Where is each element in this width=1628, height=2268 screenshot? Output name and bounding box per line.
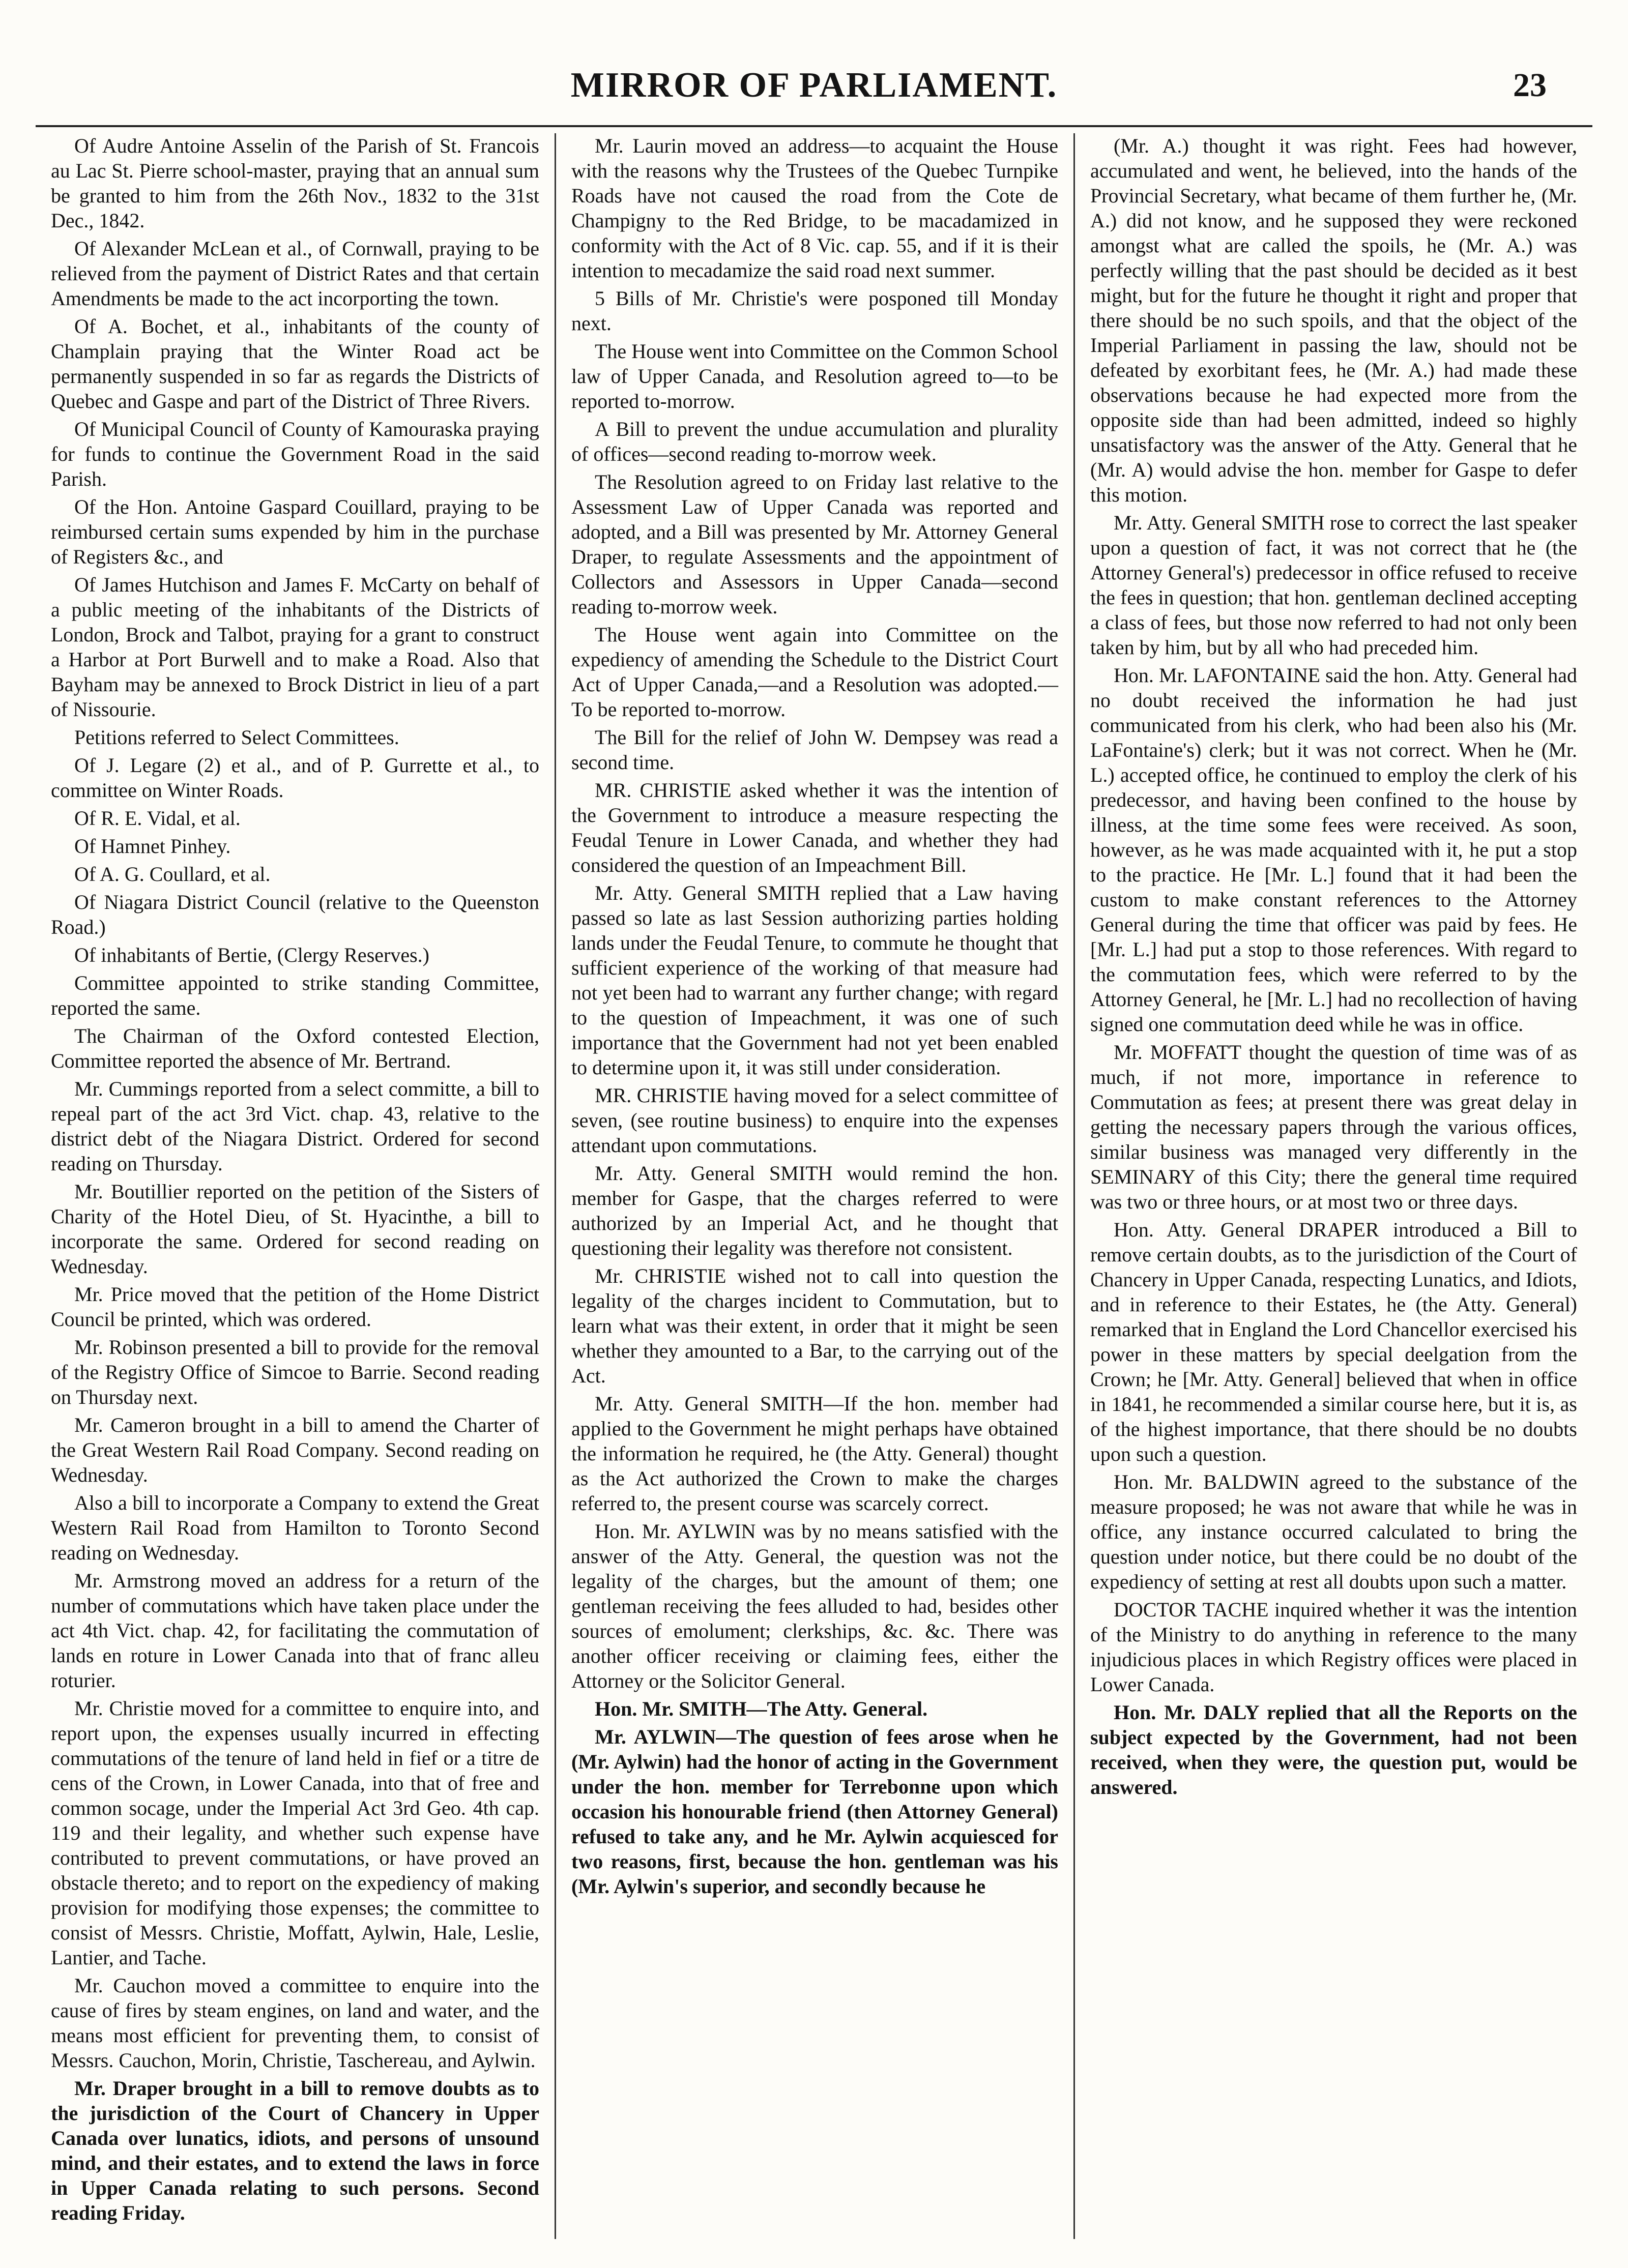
paragraph: Committee appointed to strike standing Committee, reported the same. [51, 971, 539, 1019]
paragraph: Of inhabitants of Bertie, (Clergy Reserves.) [74, 944, 429, 966]
paragraph: Of R. E. Vidal, et al. [74, 807, 241, 830]
paragraph: Of Municipal Council of County of Kamouraska praying for funds to continue the Government Road in the said Parish. [51, 418, 539, 490]
paragraph: MR. CHRISTIE asked whether it was the intention of the Government to introduce a measure respecting the Feudal Tenure in Lower Canada, and whether they had considered the question of an Impeachment Bill. [571, 779, 1058, 876]
paragraph: Hon. Mr. DALY replied that all the Reports on the subject expected by the Government, had not been received, when they were, the question put, would be answered. [1090, 1701, 1577, 1799]
paragraph: Mr. MOFFATT thought the question of time was of as much, if not more, importance in reference to Commutation as fees; at present there was great delay in getting the necessary papers through the various offices, similar business was managed very differently in the SEMINARY of this City; there the general time required was two or three hours, or at most two or three days. [1090, 1041, 1577, 1213]
paragraph: The House went into Committee on the Common School law of Upper Canada, and Resolution agreed to—to be reported to-morrow. [571, 340, 1059, 413]
paragraph: Of Niagara District Council (relative to the Queenston Road.) [51, 891, 539, 938]
paragraph: The Bill for the relief of John W. Dempsey was read a second time. [571, 726, 1058, 774]
column-left [36, 133, 555, 2239]
paragraph: The Chairman of the Oxford contested Election, Committee reported the absence of Mr. Bertrand. [51, 1024, 539, 1072]
paragraph: Also a bill to incorporate a Company to extend the Great Western Rail Road from Hamilton to Toronto Second reading on Wednesday. [51, 1491, 539, 1564]
paragraph: MR. CHRISTIE having moved for a select committee of seven, (see routine business) to enquire into the expenses attendant upon commutations. [571, 1084, 1058, 1157]
text-columns [36, 133, 1592, 2239]
paragraph: Of J. Legare (2) et al., and of P. Gurrette et al., to committee on Winter Roads. [51, 754, 539, 802]
paragraph: Of Alexander McLean et al., of Cornwall, praying to be relieved from the payment of District Rates and that certain Amendments be made to the act incorporting the town. [51, 237, 539, 310]
paragraph: Mr. Cummings reported from a select committe, a bill to repeal part of the act 3rd Vict. chap. 43, relative to the district debt of the Niagara District. Ordered for second reading on Thursday. [51, 1077, 539, 1175]
paragraph: Mr. Christie moved for a committee to enquire into, and report upon, the expenses usually incurred in effecting commutations of the tenure of land held in fief or a titre de cens of the Crown, in Lower Canada, into that of free and common socage, under the Imperial Act 3rd Geo. 4th cap. 119 and their legality, and whether such expense have contributed to prevent commutations, or have proved an obstacle thereto; and to report on the expediency of making provision for modifying those expenses; the committee to consist of Messrs. Christie, Moffatt, Aylwin, Hale, Leslie, Lantier, and Tache. [51, 1697, 539, 1969]
paragraph: A Bill to prevent the undue accumulation and plurality of offices—second reading to-morrow week. [571, 418, 1058, 465]
paragraph: Of the Hon. Antoine Gaspard Couillard, praying to be reimbursed certain sums expended by him in the purchase of Registers &c., and [51, 495, 539, 568]
paragraph: Mr. Robinson presented a bill to provide for the removal of the Registry Office of Simcoe to Barrie. Second reading on Thursday next. [51, 1336, 539, 1408]
column-middle [555, 133, 1073, 2239]
paragraph: Of A. G. Coullard, et al. [74, 863, 271, 886]
paragraph: Mr. Boutillier reported on the petition of the Sisters of Charity of the Hotel Dieu, of St. Hyacinthe, a bill to incorporate the same. Ordered for second reading on Wednesday. [51, 1180, 539, 1278]
paragraph: Mr. Draper brought in a bill to remove doubts as to the jurisdiction of the Court of Chancery in Upper Canada over lunatics, idiots, and persons of unsound mind, and their estates, and to extend the laws in force in Upper Canada relating to such persons. Second reading Friday. [51, 2077, 539, 2224]
paragraph: Of A. Bochet, et al., inhabitants of the county of Champlain praying that the Winter Road act be permanently suspended in so far as regards the Districts of Quebec and Gaspe and part of the District of Three Rivers. [51, 315, 539, 413]
page-number: 23 [1513, 67, 1547, 104]
paragraph: Hon. Mr. LAFONTAINE said the hon. Atty. General had no doubt received the information he had just communicated from his clerk, who had been also his (Mr. LaFontaine's) clerk; but it was not correct. When he (Mr. L.) accepted office, he continued to employ the clerk of his predecessor, and having been confined to the house by illness, at the time some fees were received. As soon, however, as he was made acquainted with it, he put a stop to the practice. He [Mr. L.] found that it had been the custom to make constant references to the Attorney General during the time that officer was paid by fees. He [Mr. L.] had put a stop to those references. With regard to the commutation fees, which were referred to by the Attorney General, he [Mr. L.] had no recollection of having signed one commutation deed while he was in office. [1090, 664, 1577, 1036]
paragraph: Mr. Price moved that the petition of the Home District Council be printed, which was ordered. [51, 1283, 539, 1331]
paragraph: DOCTOR TACHE inquired whether it was the intention of the Ministry to do anything in reference to the many injudicious places in which Registry offices were placed in Lower Canada. [1090, 1598, 1577, 1696]
paragraph: The House went again into Committee on the expediency of amending the Schedule to the District Court Act of Upper Canada,—and a Resolution was adopted.—To be reported to-morrow. [571, 623, 1058, 721]
paragraph: Mr. Laurin moved an address—to acquaint the House with the reasons why the Trustees of the Quebec Turnpike Roads have not caused the road from the Cote de Champigny to the Red Bridge, to be macadamized in conformity with the Act of 8 Vic. cap. 55, and if it is their intention to mecadamize the said road next summer. [571, 134, 1058, 282]
paragraph: (Mr. A.) thought it was right. Fees had however, accumulated and went, he believed, into the hands of the Provincial Secretary, what became of them further he, (Mr. A.) did not know, and he supposed they were reckoned amongst what are called the spoils, he (Mr. A.) was perfectly willing that the past should be decided as it best might, but for the future he thought it right and proper that there should be no such spoils, and that the object of the Imperial Parliament in passing the law, should not be defeated by exorbitant fees, he (Mr. A.) had made these observations because he had expected more from the opposite side than had been admitted, indeed so highly unsatisfactory was the answer of the Atty. General that he (Mr. A) would advise the hon. member for Gaspe to defer this motion. [1090, 134, 1577, 506]
paragraph: Hon. Mr. AYLWIN was by no means satisfied with the answer of the Atty. General, the question was not the legality of the charges, but the amount of them; one gentleman receiving the fees alluded to had, besides other sources of emolument; clerkships, &c. &c. There was another officer receiving or claiming fees, either the Attorney or the Solicitor General. [571, 1520, 1058, 1692]
page-title: MIRROR OF PARLIAMENT. [570, 66, 1058, 105]
paragraph: Mr. Cameron brought in a bill to amend the Charter of the Great Western Rail Road Company. Second reading on Wednesday. [51, 1413, 539, 1486]
paragraph: Of Hamnet Pinhey. [74, 835, 231, 858]
paragraph: The Resolution agreed to on Friday last relative to the Assessment Law of Upper Canada was reported and adopted, and a Bill was presented by Mr. Attorney General Draper, to regulate Assessments and the appointment of Collectors and Assessors in Upper Canada—second reading to-morrow week. [571, 470, 1058, 618]
paragraph: Mr. Armstrong moved an address for a return of the number of commutations which have taken place under the act 4th Vict. chap. 42, for facilitating the commutation of lands en roture in Lower Canada into that of franc alleu roturier. [51, 1569, 539, 1692]
paragraph: Mr. Atty. General SMITH—If the hon. member had applied to the Government he might perhaps have obtained the information he required, he (the Atty. General) thought as the Act authorized the Crown to make the charges referred to, the present course was scarcely correct. [571, 1392, 1058, 1515]
paragraph: Mr. AYLWIN—The question of fees arose when he (Mr. Aylwin) had the honor of acting in the Government under the hon. member for Terrebonne upon which occasion his honourable friend (then Attorney General) refused to take any, and he Mr. Aylwin acquiesced for two reasons, first, because the hon. gentleman was his (Mr. Aylwin's superior, and secondly because he [571, 1725, 1058, 1898]
paragraph: Mr. Atty. General SMITH would remind the hon. member for Gaspe, that the charges referred to were authorized by an Imperial Act, and he thought that questioning their legality was therefore not consistent. [571, 1162, 1058, 1259]
paragraph: 5 Bills of Mr. Christie's were posponed till Monday next. [571, 287, 1058, 335]
paragraph: Mr. Atty. General SMITH rose to correct the last speaker upon a question of fact, it was not correct that he (the Attorney General's) predecessor in office refused to receive the fees in question; that hon. gentleman declined accepting a class of fees, but those now referred to had not only been taken by him, but by all who had preceded him. [1090, 511, 1577, 659]
page-header [36, 65, 1592, 127]
paragraph: Petitions referred to Select Committees. [74, 726, 399, 749]
paragraph: Of James Hutchison and James F. McCarty on behalf of a public meeting of the inhabitants of the Districts of London, Brock and Talbot, praying for a grant to construct a Harbor at Port Burwell and to make a Road. Also that Bayham may be annexed to Brock District in lieu of a part of Nissourie. [51, 573, 539, 721]
column-right [1073, 133, 1592, 2239]
paragraph: Hon. Mr. BALDWIN agreed to the substance of the measure proposed; he was not aware that while he was in office, any instance occurred calculated to bring the question under notice, but there could be no doubt of the expediency of setting at rest all doubts upon such a matter. [1090, 1470, 1577, 1593]
paragraph: Mr. Atty. General SMITH replied that a Law having passed so late as last Session authorizing parties holding lands under the Feudal Tenure, to commute he thought that sufficient experience of the working of that measure had not yet been had to warrant any further change; with regard to the question of Impeachment, it was one of such importance that the Government had not yet been enabled to determine upon it, it was still under consideration. [571, 881, 1058, 1079]
paragraph: Of Audre Antoine Asselin of the Parish of St. Francois au Lac St. Pierre school-master, praying that an annual sum be granted to him from the 26th Nov., 1832 to the 31st Dec., 1842. [51, 134, 539, 232]
paragraph: Mr. Cauchon moved a committee to enquire into the cause of fires by steam engines, on land and water, and the means most efficient for preventing them, to consist of Messrs. Cauchon, Morin, Christie, Taschereau, and Aylwin. [51, 1974, 539, 2072]
paragraph: Mr. CHRISTIE wished not to call into question the legality of the charges incident to Commutation, but to learn what was their extent, in order that it might be seen whether they amounted to a Bar, to the carrying out of the Act. [571, 1264, 1058, 1387]
paragraph: Hon. Mr. SMITH—The Atty. General. [595, 1697, 928, 1720]
paragraph: Hon. Atty. General DRAPER introduced a Bill to remove certain doubts, as to the jurisdiction of the Court of Chancery in Upper Canada, respecting Lunatics, and Idiots, and in reference to their Estates, he (the Atty. General) remarked that in England the Lord Chancellor exercised his power in these matters by special deelgation from the Crown; he [Mr. Atty. General] believed that when in office in 1841, he recommended a similar course here, but it is, as of the highest importance, that there should be no doubts upon such a question. [1090, 1218, 1577, 1465]
